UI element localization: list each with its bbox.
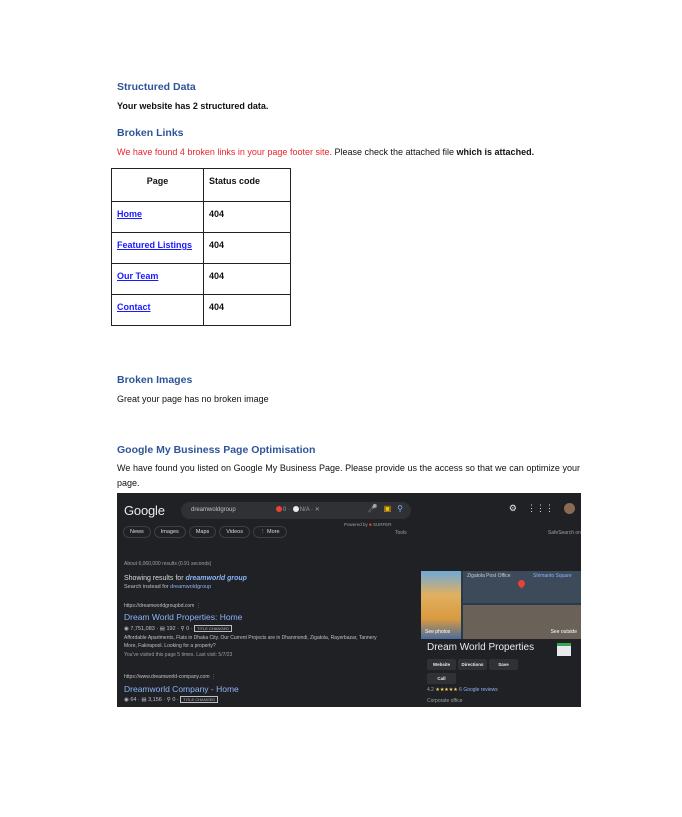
- google-logo: Google: [124, 503, 165, 518]
- knowledge-panel-buttons: [427, 659, 537, 687]
- google-search-screenshot: [117, 493, 581, 707]
- broken-links-text: [117, 147, 534, 157]
- star-rating-icon: ★★★★★: [435, 687, 458, 693]
- status-code: 404: [204, 202, 291, 233]
- link-our-team[interactable]: Our Team: [117, 271, 159, 281]
- header-right-icons: [499, 503, 575, 514]
- structured-data-text: Your website has 2 structured data.: [117, 101, 269, 111]
- column-header-page: Page: [112, 169, 204, 202]
- keyword-icon: ⚲: [166, 697, 171, 703]
- status-code: 404: [204, 295, 291, 326]
- info-icon: [293, 506, 299, 512]
- business-name: Dream World Properties: [427, 642, 535, 653]
- result-metrics: ◉ 7,751,083 · ▤ 192 · ⚲ 0 · TITLE CHANGED: [124, 626, 232, 632]
- result-title: Dreamworld Company - Home: [124, 684, 239, 694]
- extension-metrics: 0 · N/A · ✕: [275, 506, 320, 513]
- red-dot-icon: [276, 506, 282, 512]
- broken-links-plain-text: Please check the attached file: [331, 147, 457, 157]
- camera-icon: ▣: [383, 504, 392, 513]
- result-metrics: ◉ 64 · ▤ 3,156 · ⚲ 0 · TITLE CHANGED: [124, 697, 218, 703]
- tab-videos: Videos: [219, 526, 250, 538]
- table-row: [112, 202, 291, 233]
- apps-grid-icon: ⋮⋮⋮: [527, 503, 554, 513]
- broken-links-heading: Broken Links: [117, 127, 184, 139]
- map-label: Shimanto Square: [533, 573, 572, 579]
- result-description: Affordable Apartments, Flats in Dhaka City. Our Current Projects are in Dhanmondi, Zigatola, Rayerbazar, Tannery More, Fakirapool. Looking for a property?: [124, 635, 377, 649]
- gmb-heading: Google My Business Page Optimisation: [117, 444, 316, 456]
- status-code: 404: [204, 233, 291, 264]
- rating: 4.2 ★★★★★ 6 Google reviews: [427, 687, 498, 693]
- column-header-status: Status code: [204, 169, 291, 202]
- see-outside-label: See outside: [550, 629, 577, 635]
- link-contact[interactable]: Contact: [117, 302, 151, 312]
- title-changed-badge: TITLE CHANGED: [194, 625, 232, 632]
- traffic-icon: ◉: [124, 697, 129, 703]
- search-instead-for: Search instead for dreamwoldgroup: [124, 584, 212, 590]
- result-visited: You've visited this page 5 times. Last visit: 5/7/23: [124, 652, 233, 658]
- website-button: Website: [427, 659, 456, 670]
- pages-icon: ▤: [141, 697, 147, 703]
- see-photos-label: See photos: [425, 629, 451, 635]
- title-changed-badge: TITLE CHANGED: [180, 696, 218, 703]
- table-row: [112, 295, 291, 326]
- link-featured-listings[interactable]: Featured Listings: [117, 240, 193, 250]
- surfer-logo-icon: ■: [369, 522, 372, 527]
- search-icon: ⚲: [397, 504, 403, 513]
- knowledge-panel-images: [421, 571, 581, 639]
- traffic-icon: ◉: [124, 626, 129, 632]
- showing-results-for: Showing results for dreamworld group: [124, 575, 247, 582]
- result-url: https://www.dreamworld-company.com ⋮: [124, 674, 216, 680]
- broken-links-table: [111, 168, 291, 326]
- safesearch-label: SafeSearch on: [547, 530, 581, 536]
- keyword-icon: ⚲: [180, 626, 185, 632]
- tab-images: Images: [154, 526, 186, 538]
- microphone-icon: 🎤: [367, 504, 378, 513]
- business-logo-icon: [557, 643, 571, 656]
- search-box: [181, 502, 411, 519]
- search-tabs: [123, 526, 290, 538]
- table-row: [112, 233, 291, 264]
- result-url: https://dreamworldgroupbd.com ⋮: [124, 603, 201, 609]
- tab-maps: Maps: [189, 526, 216, 538]
- table-row: [112, 264, 291, 295]
- avatar: [564, 503, 575, 514]
- broken-images-heading: Broken Images: [117, 374, 193, 386]
- powered-by-surfer: Powered by ■ SURFER: [344, 522, 392, 527]
- structured-data-heading: Structured Data: [117, 81, 196, 93]
- pages-icon: ▤: [159, 626, 165, 632]
- broken-images-text: Great your page has no broken image: [117, 394, 269, 404]
- link-home[interactable]: Home: [117, 209, 143, 219]
- save-button: Save: [489, 659, 518, 670]
- tab-news: News: [123, 526, 151, 538]
- directions-button: Directions: [458, 659, 487, 670]
- business-type: Corporate office: [427, 698, 463, 704]
- gmb-text: We have found you listed on Google My Business Page. Please provide us the access so that we can optimize your page.: [117, 463, 580, 488]
- table-header-row: [112, 169, 291, 202]
- results-stats: About 6,060,000 results (0.91 seconds): [124, 561, 212, 567]
- tools-label: Tools: [395, 530, 407, 536]
- call-button: Call: [427, 673, 456, 684]
- gear-icon: ⚙: [508, 503, 517, 513]
- broken-links-count-text: We have found 4 broken links in your page footer site.: [117, 147, 332, 157]
- search-query: dreamwoldgroup: [191, 507, 236, 513]
- broken-links-bold-text: which is attached.: [456, 147, 535, 157]
- tab-more: ⋮ More: [253, 526, 287, 538]
- result-title: Dream World Properties: Home: [124, 612, 243, 622]
- status-code: 404: [204, 264, 291, 295]
- reviews-link: 6 Google reviews: [459, 687, 498, 693]
- map-label: Zigatola Post Office: [467, 573, 511, 579]
